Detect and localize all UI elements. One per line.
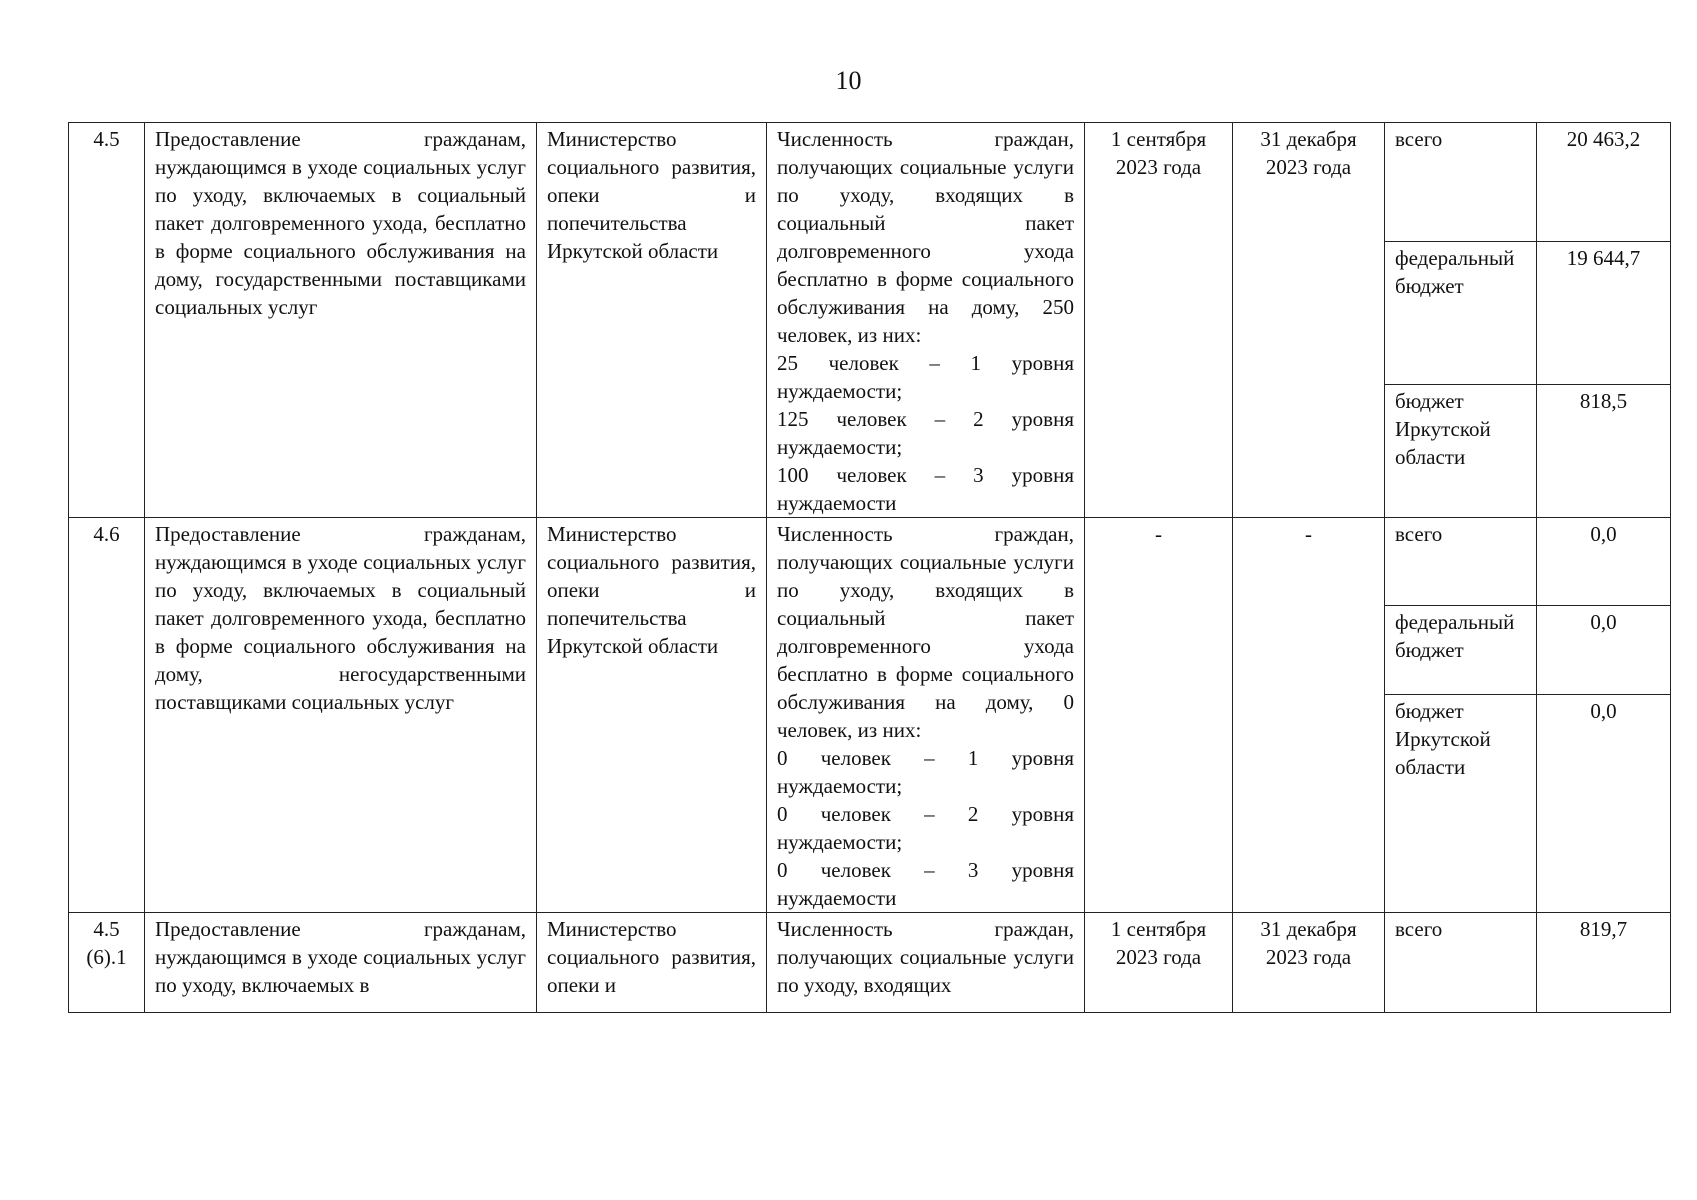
funding-source: всего (1385, 518, 1537, 606)
end-date: 31 декабря 2023 года (1233, 123, 1385, 518)
table-row (69, 518, 1671, 606)
item-executor: Министерство социального развития, опеки и (537, 913, 767, 1013)
indicator-level: 100 человек – 3 уровня нуждаемости (777, 463, 1074, 515)
item-executor: Министерство социального развития, опеки и попечительства Иркутской области (537, 518, 767, 913)
item-description: Предоставление гражданам, нуждающимся в уходе социальных услуг по уходу, включаемых в социальный пакет долговременного ухода, бесплатно в форме социального обслуживания на дому, негосударственными поставщиками социальных услуг (145, 518, 537, 913)
item-indicator (767, 123, 1085, 518)
item-number: 4.5 (6).1 (69, 913, 145, 1013)
funding-source: бюджет Иркутской области (1385, 385, 1537, 518)
indicator-level: 0 человек – 3 уровня нуждаемости (777, 858, 1074, 910)
item-indicator (767, 518, 1085, 913)
end-date: - (1233, 518, 1385, 913)
start-date: 1 сентября 2023 года (1085, 913, 1233, 1013)
end-date: 31 декабря 2023 года (1233, 913, 1385, 1013)
item-number: 4.5 (69, 123, 145, 518)
start-date: - (1085, 518, 1233, 913)
funding-amount: 818,5 (1537, 385, 1671, 518)
table-row (69, 913, 1671, 1013)
funding-amount: 20 463,2 (1537, 123, 1671, 242)
start-date: 1 сентября 2023 года (1085, 123, 1233, 518)
item-number: 4.6 (69, 518, 145, 913)
indicator-level: 0 человек – 2 уровня нуждаемости; (777, 802, 1074, 854)
item-description: Предоставление гражданам, нуждающимся в уходе социальных услуг по уходу, включаемых в (145, 913, 537, 1013)
funding-source: федеральный бюджет (1385, 241, 1537, 385)
indicator-text: Численность граждан, получающих социальные услуги по уходу, входящих в социальный пакет долговременного ухода бесплатно в форме социального обслуживания на дому, 0 человек, из них: (777, 522, 1074, 742)
indicator-level: 125 человек – 2 уровня нуждаемости; (777, 407, 1074, 459)
indicator-text: Численность граждан, получающих социальные услуги по уходу, входящих в социальный пакет долговременного ухода бесплатно в форме социального обслуживания на дому, 250 человек, из них: (777, 127, 1074, 347)
funding-amount: 19 644,7 (1537, 241, 1671, 385)
item-description: Предоставление гражданам, нуждающимся в уходе социальных услуг по уходу, включаемых в социальный пакет долговременного ухода, бесплатно в форме социального обслуживания на дому, государственными поставщиками социальных услуг (145, 123, 537, 518)
funding-source: всего (1385, 123, 1537, 242)
funding-source: бюджет Иркутской области (1385, 694, 1537, 912)
funding-amount: 0,0 (1537, 518, 1671, 606)
item-executor: Министерство социального развития, опеки и попечительства Иркутской области (537, 123, 767, 518)
funding-amount: 0,0 (1537, 694, 1671, 912)
page-number: 10 (835, 66, 862, 95)
indicator-level: 25 человек – 1 уровня нуждаемости; (777, 351, 1074, 403)
funding-amount: 0,0 (1537, 606, 1671, 694)
funding-source: всего (1385, 913, 1537, 1013)
funding-amount: 819,7 (1537, 913, 1671, 1013)
item-indicator: Численность граждан, получающих социальные услуги по уходу, входящих (767, 913, 1085, 1013)
indicator-level: 0 человек – 1 уровня нуждаемости; (777, 746, 1074, 798)
funding-source: федеральный бюджет (1385, 606, 1537, 694)
activities-table (68, 122, 1671, 1013)
table-row (69, 123, 1671, 242)
